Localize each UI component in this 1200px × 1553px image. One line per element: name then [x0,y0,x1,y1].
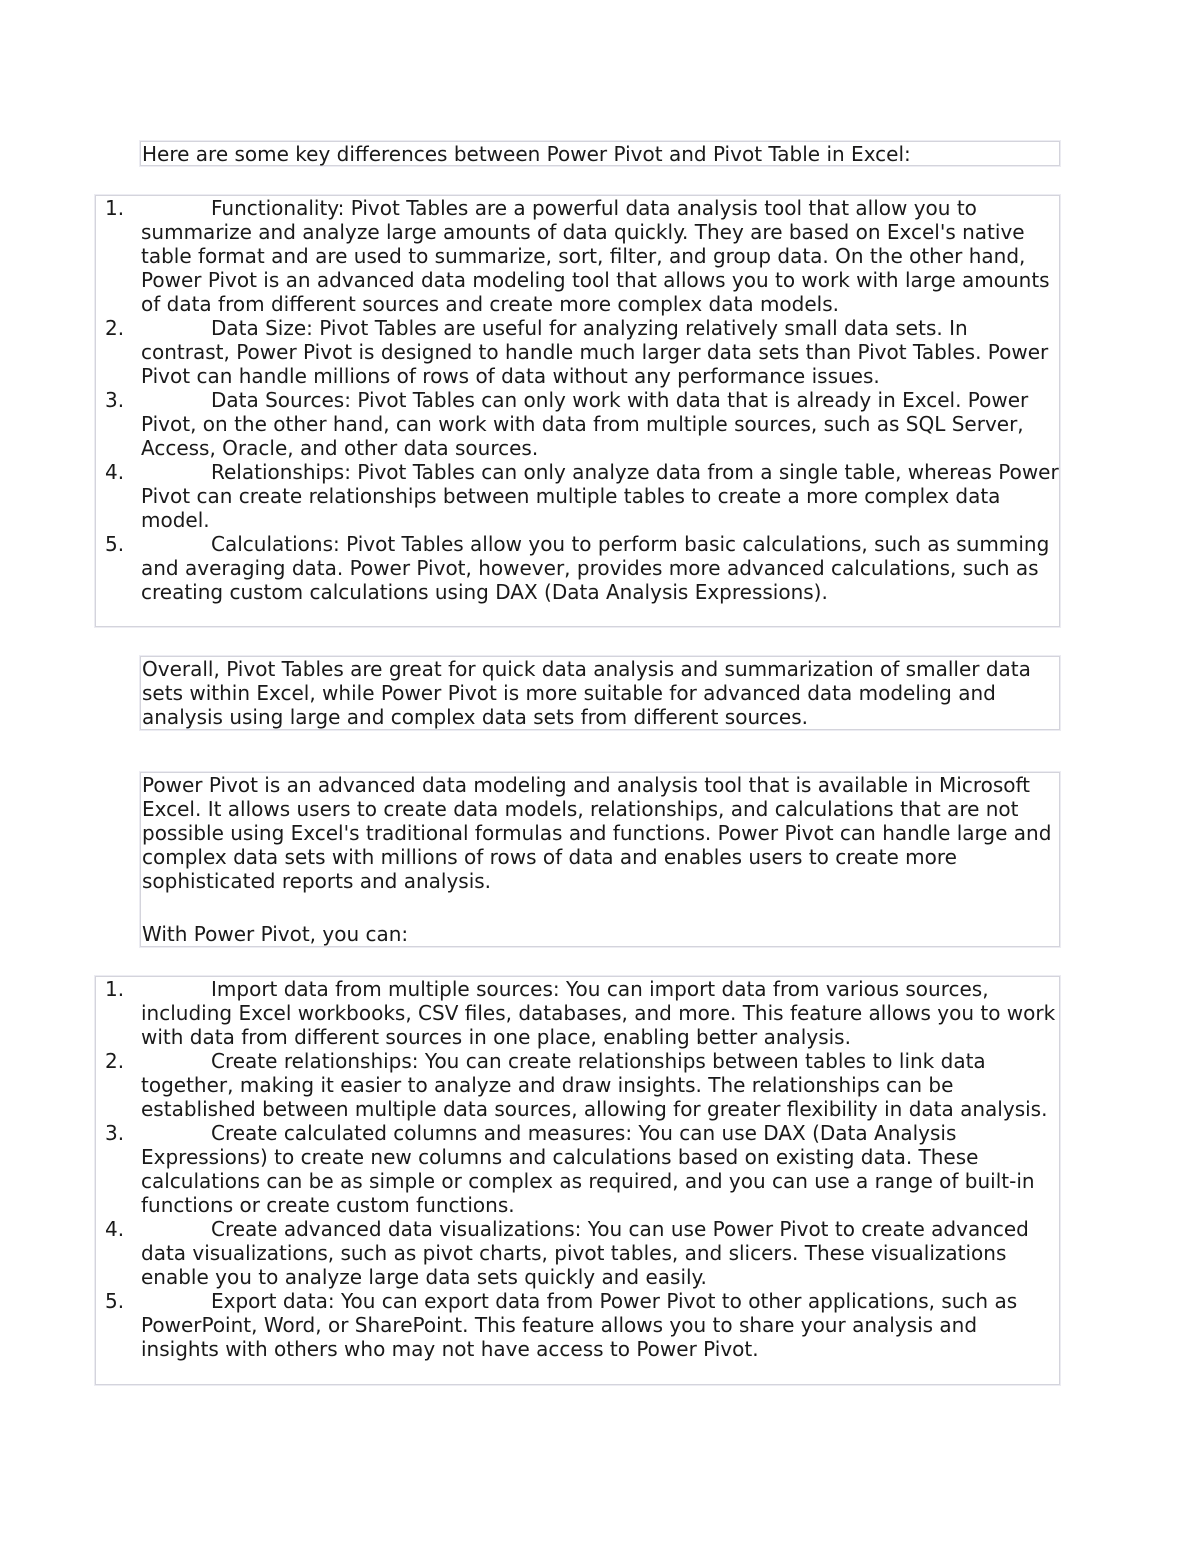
list-number: 3. [105,1121,125,1145]
list-item [96,388,1059,460]
differences-list [96,196,1059,604]
overall-paragraph: Overall, Pivot Tables are great for quick data analysis and summarization of smaller data sets within Excel, while Power Pivot is more suitable for advanced data modeling and analysis using large and complex data sets from different sources. [142,657,1031,729]
overall-text-box [140,656,1060,730]
list-number: 1. [105,196,125,220]
list-number: 1. [105,977,125,1001]
list-item [96,196,1059,316]
list-number: 4. [105,460,125,484]
with-power-pivot-paragraph: With Power Pivot, you can: [142,922,409,946]
capabilities-list-box [95,976,1060,1385]
list-item-text: Calculations: Pivot Tables allow you to perform basic calculations, such as summing and averaging data. Power Pivot, however, provides more advanced calculations, such as creating custom calculations using DAX (Data Analysis Expressions). [141,532,1050,604]
list-number: 5. [105,532,125,556]
list-item-text: Relationships: Pivot Tables can only analyze data from a single table, whereas Power Pivot can create relationships between multiple tables to create a more complex data model. [141,460,1059,532]
intro-text-box [140,141,1060,166]
list-number: 4. [105,1217,125,1241]
list-item [96,1217,1059,1289]
differences-list-box [95,195,1060,627]
list-item-text: Create advanced data visualizations: You can use Power Pivot to create advanced data visualizations, such as pivot charts, pivot tables, and slicers. These visualizations enable you to analyze large data sets quickly and easily. [141,1217,1029,1289]
list-number: 3. [105,388,125,412]
power-pivot-text-box [140,772,1060,947]
list-item [96,1289,1059,1361]
list-item-text: Create relationships: You can create relationships between tables to link data together, making it easier to analyze and draw insights. The relationships can be established between multiple data sources, allowing for greater flexibility in data analysis. [141,1049,1048,1121]
list-number: 2. [105,316,125,340]
list-item-text: Export data: You can export data from Power Pivot to other applications, such as PowerPoint, Word, or SharePoint. This feature allows you to share your analysis and insights with others who may not have access to Power Pivot. [141,1289,1018,1361]
list-item-text: Import data from multiple sources: You can import data from various sources, including Excel workbooks, CSV files, databases, and more. This feature allows you to work with data from different sources in one place, enabling better analysis. [141,977,1056,1049]
list-number: 5. [105,1289,125,1313]
list-item [96,460,1059,532]
capabilities-list [96,977,1059,1361]
list-item-text: Create calculated columns and measures: You can use DAX (Data Analysis Expressions) to create new columns and calculations based on existing data. These calculations can be as simple or complex as required, and you can use a range of built-in functions or create custom functions. [141,1121,1035,1217]
power-pivot-intro-paragraph: Power Pivot is an advanced data modeling and analysis tool that is available in Microsoft Excel. It allows users to create data models, relationships, and calculations that are not possible using Excel's traditional formulas and functions. Power Pivot can handle large and complex data sets with millions of rows of data and enables users to create more sophisticated reports and analysis. [142,773,1052,893]
list-item [96,532,1059,604]
list-item [96,1121,1059,1217]
list-item [96,316,1059,388]
list-item [96,977,1059,1049]
list-item-text: Functionality: Pivot Tables are a powerful data analysis tool that allow you to summarize and analyze large amounts of data quickly. They are based on Excel's native table format and are used to summarize, sort, filter, and group data. On the other hand, Power Pivot is an advanced data modeling tool that allows you to work with large amounts of data from different sources and create more complex data models. [141,196,1050,316]
list-item-text: Data Sources: Pivot Tables can only work with data that is already in Excel. Power Pivot, on the other hand, can work with data from multiple sources, such as SQL Server, Access, Oracle, and other data sources. [141,388,1029,460]
list-number: 2. [105,1049,125,1073]
list-item-text: Data Size: Pivot Tables are useful for analyzing relatively small data sets. In contrast, Power Pivot is designed to handle much larger data sets than Pivot Tables. Power Pivot can handle millions of rows of data without any performance issues. [141,316,1049,388]
list-item [96,1049,1059,1121]
intro-paragraph: Here are some key differences between Power Pivot and Pivot Table in Excel: [142,142,911,166]
